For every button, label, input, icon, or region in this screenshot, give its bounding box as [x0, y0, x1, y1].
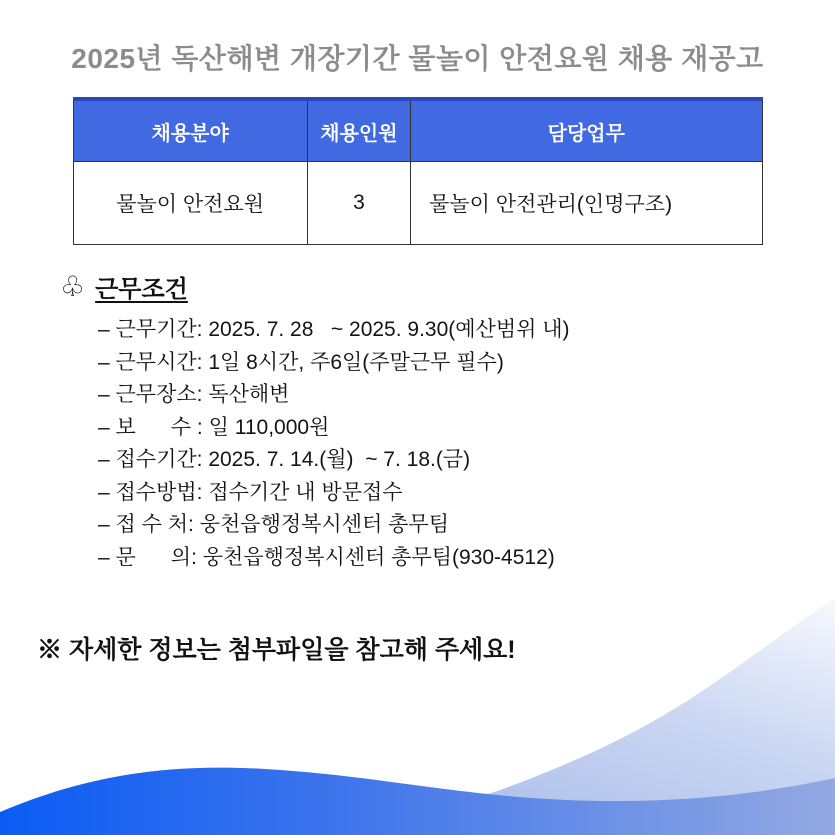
table-header-duty: 담당업무 — [411, 99, 762, 162]
work-conditions-list — [98, 314, 835, 574]
list-item-application-period: – 접수기간: 2025. 7. 14.(월) ~ 7. 18.(금) — [98, 448, 471, 471]
table-header-count: 채용인원 — [307, 99, 410, 162]
cell-recruitment-field: 물놀이 안전요원 — [73, 162, 307, 245]
cell-recruitment-count: 3 — [307, 162, 410, 245]
list-item-pay: – 보 수 : 일 110,000원 — [98, 415, 330, 439]
wave-decoration — [0, 590, 835, 835]
table-row — [73, 162, 762, 245]
list-item-work-place: – 근무장소: 독산해변 — [98, 383, 290, 406]
page-title: 2025년 독산해변 개장기간 물놀이 안전요원 채용 재공고 — [71, 43, 764, 74]
list-item-work-period: – 근무기간: 2025. 7. 28 ~ 2025. 9.30(예산범위 내) — [98, 318, 570, 341]
table-header-field: 채용분야 — [73, 99, 307, 162]
attachment-note: ※ 자세한 정보는 첨부파일을 참고해 주세요! — [37, 636, 516, 664]
club-suit-icon: ♧ — [60, 270, 86, 302]
list-item-application-place: – 접 수 처: 웅천읍행정복시센터 총무팀 — [98, 513, 449, 536]
cell-duty: 물놀이 안전관리(인명구조) — [411, 162, 762, 245]
recruitment-table — [73, 97, 763, 245]
table-header-row — [73, 99, 762, 162]
list-item-work-hours: – 근무시간: 1일 8시간, 주6일(주말근무 필수) — [98, 350, 504, 374]
section-title: 근무조건 — [95, 276, 188, 303]
list-item-application-method: – 접수방법: 접수기간 내 방문접수 — [98, 480, 403, 504]
work-conditions-heading — [60, 269, 835, 304]
list-item-inquiry: – 문 의: 웅천읍행정복시센터 총무팀(930-4512) — [98, 545, 555, 569]
